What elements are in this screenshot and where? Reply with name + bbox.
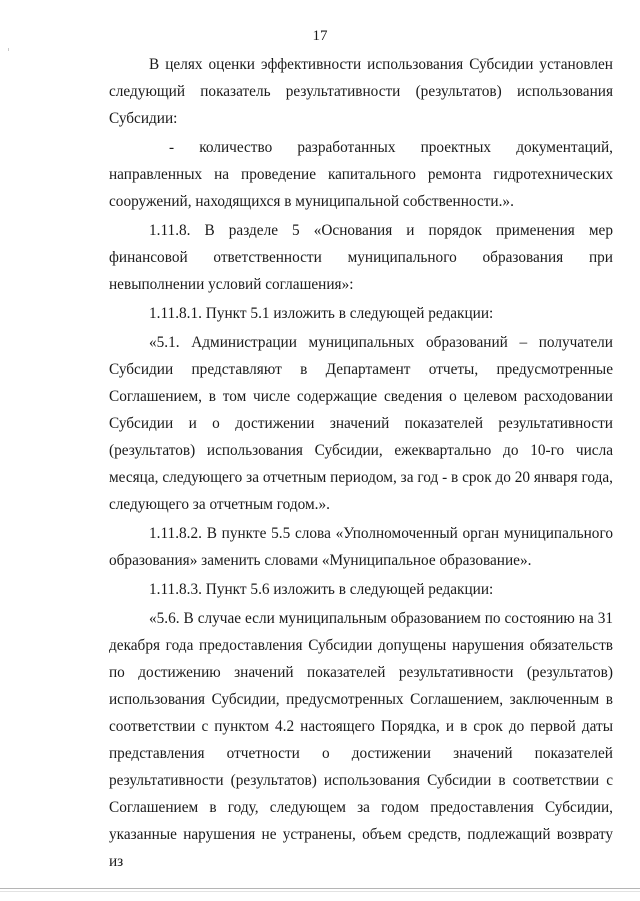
paragraph-clause-5-5: 1.11.8.2. В пункте 5.5 слова «Уполномоченный орган муниципального образования» заменить словами «Муниципальное образование». (109, 525, 613, 569)
scan-artifact (8, 48, 9, 51)
paragraph-clause-5-1-heading: 1.11.8.1. Пункт 5.1 изложить в следующей редакции: (149, 305, 494, 322)
paragraph-section-5: 1.11.8. В разделе 5 «Основания и порядок применения мер финансовой ответственности муниципального образования при невыполнении условий соглашения»: (109, 222, 613, 293)
document-body (109, 51, 613, 877)
paragraph-clause-5-1-text: «5.1. Администрации муниципальных образований – получатели Субсидии представляют в Департамент отчеты, предусмотренные Соглашением, в том числе содержащие сведения о целевом расходовании Субсидии и о достижении значений показателей результативности (результатов) использования Субсидии, ежеквартально до 10-го числа месяца, следующего за отчетным периодом, за год - в срок до 20 января года, следующего за отчетным годом.». (109, 334, 613, 513)
paragraph-clause-5-6-text: «5.6. В случае если муниципальным образованием по состоянию на 31 декабря года предоставления Субсидии допущены нарушения обязательств по достижению значений показателей результативности (результатов) использования Субсидии, предусмотренных Соглашением, заключенным в соответствии с пунктом 4.2 настоящего Порядка, и в срок до первой даты представления отчетности о достижении значений показателей результативности (результатов) использования Субсидии в соответствии с Соглашением в году, следующем за годом предоставления Субсидии, указанные нарушения не устранены, объем средств, подлежащий возврату из (109, 610, 613, 870)
paragraph-indicator-item: - количество разработанных проектных документаций, направленных на проведение капитального ремонта гидротехнических сооружений, находящихся в муниципальной собственности.». (109, 139, 613, 210)
scan-bottom-edge (0, 888, 640, 889)
paragraph-clause-5-6-heading: 1.11.8.3. Пункт 5.6 изложить в следующей редакции: (149, 581, 494, 598)
page-number: 17 (312, 28, 328, 44)
scan-bottom-edge-shadow (0, 891, 640, 892)
paragraph-subsidy-evaluation: В целях оценки эффективности использования Субсидии установлен следующий показатель результативности (результатов) использования Субсидии: (109, 56, 613, 127)
